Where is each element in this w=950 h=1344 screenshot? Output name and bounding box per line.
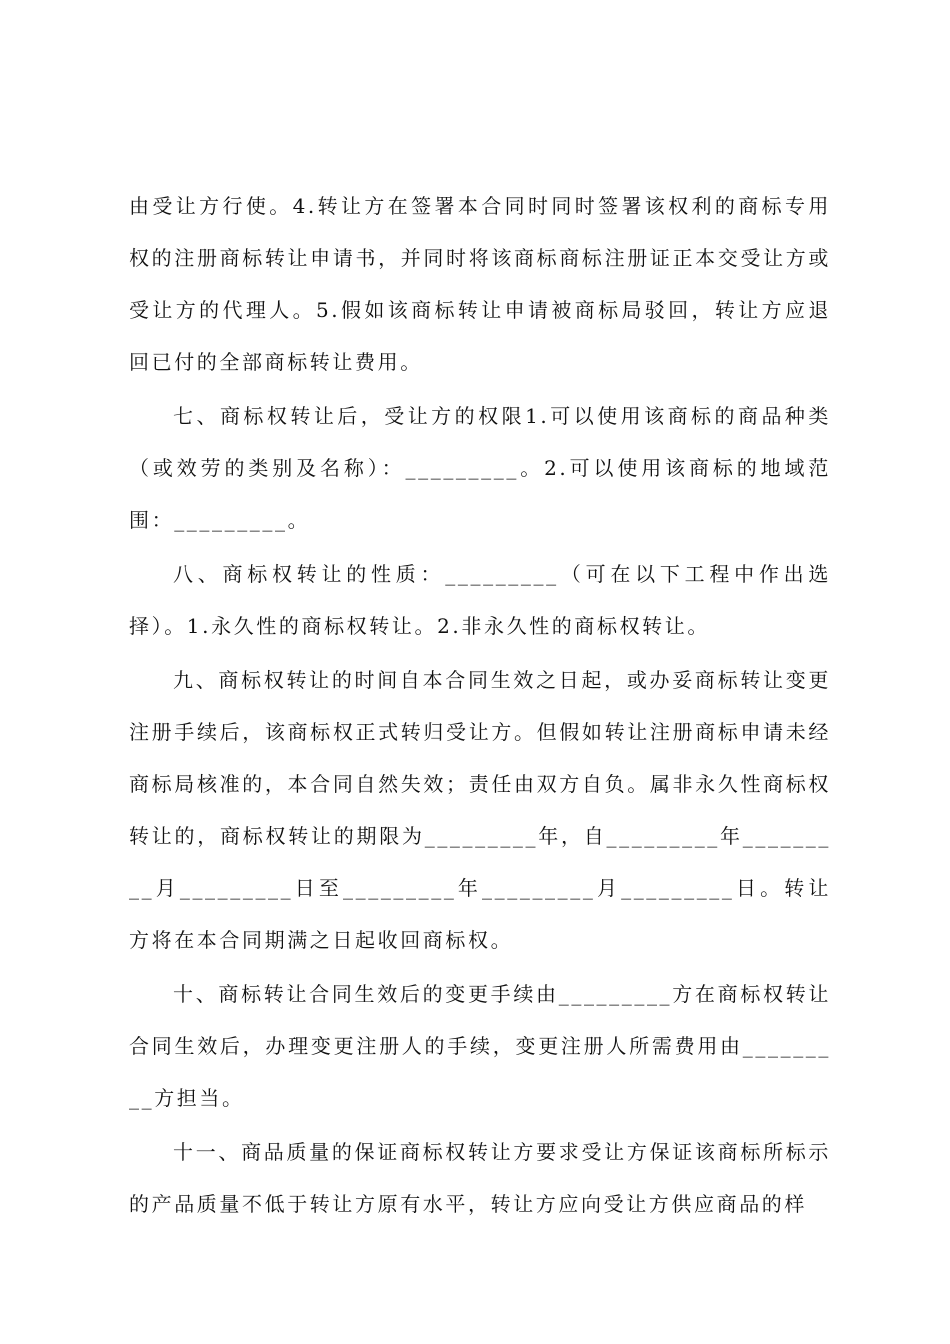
paragraph-section-11: 十一、商品质量的保证商标权转让方要求受让方保证该商标所标示的产品质量不低于转让方原有水平，转让方应向受让方供应商品的样 (129, 1140, 831, 1216)
paragraph-section-10: 十、商标转让合同生效后的变更手续由_________方在商标权转让合同生效后，办理变更注册人的手续，变更注册人所需费用由_________方担当。 (129, 982, 831, 1110)
paragraph-section-9: 九、商标权转让的时间自本合同生效之日起，或办妥商标转让变更注册手续后，该商标权正式转归受让方。但假如转让注册商标申请未经商标局核准的，本合同自然失效；责任由双方自负。属非永久性商标权转让的，商标权转让的期限为_________年，自_________年_________月_________日至_________年_________月_________日。转让方将在本合同期满之日起收回商标权。 (129, 668, 831, 952)
paragraph-section-7: 七、商标权转让后，受让方的权限1.可以使用该商标的商品种类（或效劳的类别及名称）：_________。2.可以使用该商标的地域范围：_________。 (129, 404, 831, 532)
paragraph-continuation: 由受让方行使。4.转让方在签署本合同时同时签署该权利的商标专用权的注册商标转让申请书，并同时将该商标商标注册证正本交受让方或受让方的代理人。5.假如该商标转让申请被商标局驳回，转让方应退回已付的全部商标转让费用。 (129, 194, 831, 374)
paragraph-section-8: 八、商标权转让的性质：_________（可在以下工程中作出选择）。1.永久性的商标权转让。2.非永久性的商标权转让。 (129, 562, 831, 638)
document-body (129, 180, 831, 1230)
